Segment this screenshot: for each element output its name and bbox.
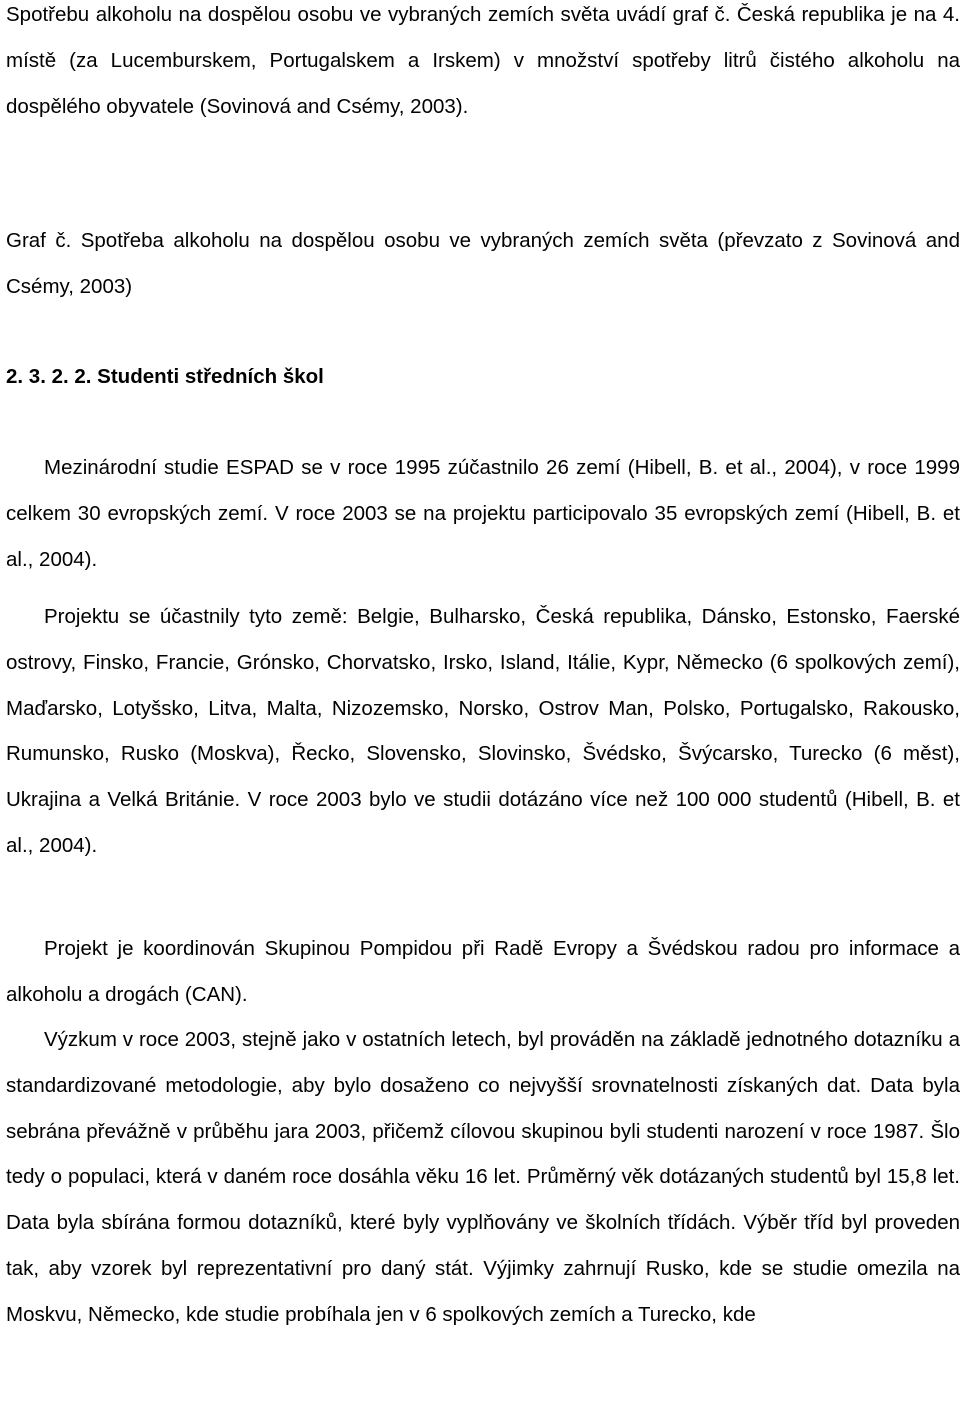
section-heading-block — [6, 354, 960, 400]
paragraph-4-block — [6, 1017, 960, 1338]
intro-block — [6, 0, 960, 129]
section-heading: 2. 3. 2. 2. Studenti středních škol — [6, 365, 324, 388]
paragraph-participating-countries: Projektu se účastnily tyto země: Belgie, Bulharsko, Česká republika, Dánsko, Estonsko, Faerské ostrovy, Finsko, Francie, Grónsko, Chorvatsko, Irsko, Island, Itálie, Kypr, Německo (6 spolkových zemí), Maďarsko, Lotyšsko, Litva, Malta, Nizozemsko, Norsko, Ostrov Man, Polsko, Portugalsko, Rakousko, Rumunsko, Rusko (Moskva), Řecko, Slovensko, Slovinsko, Švédsko, Švýcarsko, Turecko (6 měst), Ukrajina a Velká Británie. V roce 2003 bylo ve studii dotázáno více než 100 000 studentů (Hibell, B. et al., 2004). — [6, 605, 960, 857]
figure-caption: Graf č. Spotřeba alkoholu na dospělou osobu ve vybraných zemích světa (převzato z Sovinová and Csémy, 2003) — [6, 229, 960, 298]
paragraph-methodology: Výzkum v roce 2003, stejně jako v ostatních letech, byl prováděn na základě jednotného dotazníku a standardizované metodologie, aby bylo dosaženo co nejvyšší srovnatelnosti získaných dat. Data byla sebrána převážně v průběhu jara 2003, přičemž cílovou skupinou byli studenti narození v roce 1987. Šlo tedy o populaci, která v daném roce dosáhla věku 16 let. Průměrný věk dotázaných studentů byl 15,8 let. Data byla sbírána formou dotazníků, které byly vyplňovány ve školních třídách. Výběr tříd byl proveden tak, aby vzorek byl reprezentativní pro daný stát. Výjimky zahrnují Rusko, kde se studie omezila na Moskvu, Německo, kde studie probíhala jen v 6 spolkových zemích a Turecko, kde — [6, 1028, 960, 1326]
paragraph-1-block — [6, 445, 960, 582]
paragraph-coordination: Projekt je koordinován Skupinou Pompidou při Radě Evropy a Švédskou radou pro informace a alkoholu a drogách (CAN). — [6, 937, 960, 1006]
paragraph-espad-participation: Mezinárodní studie ESPAD se v roce 1995 zúčastnilo 26 zemí (Hibell, B. et al., 2004), v roce 1999 celkem 30 evropských zemí. V roce 2003 se na projektu participovalo 35 evropských zemí (Hibell, B. et al., 2004). — [6, 456, 960, 571]
figure-caption-block — [6, 218, 960, 310]
paragraph-2-block — [6, 594, 960, 869]
paragraph-3-block — [6, 926, 960, 1018]
intro-paragraph: Spotřebu alkoholu na dospělou osobu ve vybraných zemích světa uvádí graf č. Česká republika je na 4. místě (za Lucemburskem, Portugalskem a Irskem) v množství spotřeby litrů čistého alkoholu na dospělého obyvatele (Sovinová and Csémy, 2003). — [6, 3, 960, 118]
